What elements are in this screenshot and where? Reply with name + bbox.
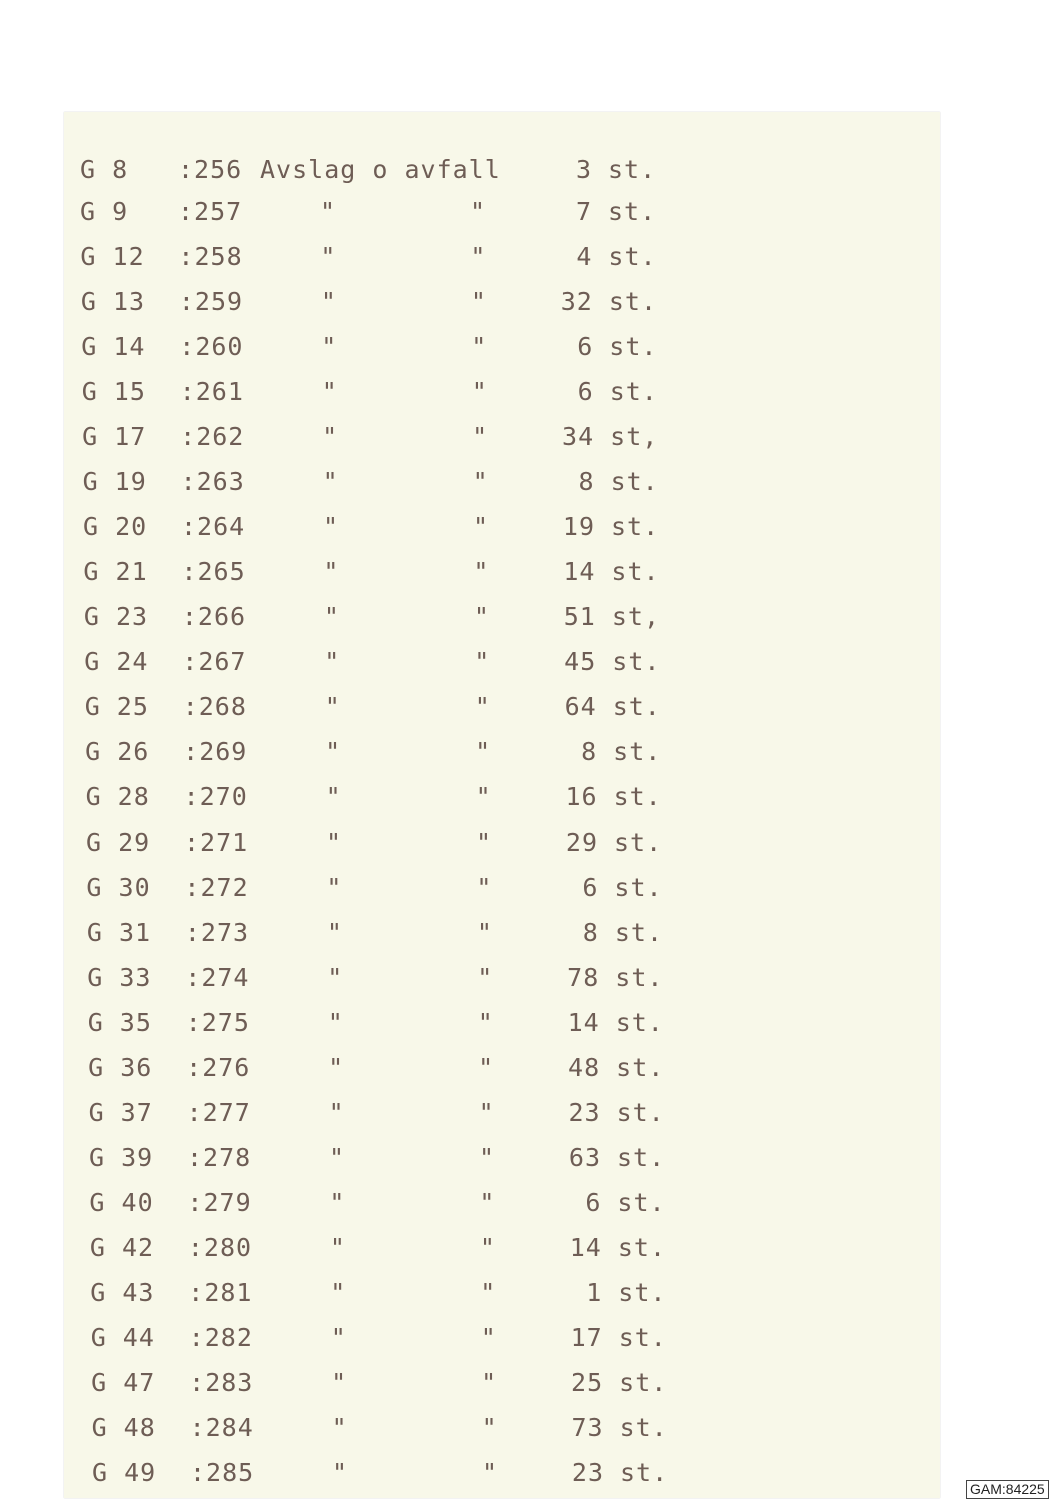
ditto-mark: " — [477, 1007, 494, 1037]
item-count: 17 — [570, 1322, 603, 1352]
item-count: 63 — [568, 1142, 601, 1172]
ditto-mark: " — [323, 602, 340, 632]
ditto-mark: " — [320, 287, 337, 317]
count-unit: st. — [612, 692, 661, 722]
count-unit: st. — [611, 512, 660, 542]
ditto-mark: " — [479, 1232, 496, 1262]
grave-number: G 42 — [89, 1232, 155, 1262]
item-count: 64 — [564, 692, 597, 722]
catalog-number: :263 — [180, 467, 245, 497]
item-count: 6 — [582, 872, 599, 902]
catalog-number: :269 — [183, 737, 248, 767]
ditto-mark: " — [330, 1322, 347, 1352]
count-unit: st. — [608, 242, 657, 272]
item-description: Avslag o avfall — [260, 155, 501, 184]
count-unit: st. — [616, 1097, 665, 1127]
catalog-number: :279 — [187, 1187, 252, 1217]
ditto-mark: " — [476, 917, 493, 947]
ditto-mark: " — [470, 287, 487, 317]
count-unit: st. — [609, 332, 658, 362]
ditto-mark: " — [331, 1367, 348, 1397]
count-unit: st. — [616, 1052, 665, 1082]
count-unit: st. — [618, 1322, 667, 1352]
item-count: 25 — [571, 1367, 604, 1397]
ditto-mark: " — [329, 1142, 346, 1172]
grave-number: G 31 — [86, 917, 152, 947]
catalog-number: :266 — [181, 602, 247, 632]
ditto-mark: " — [322, 422, 339, 452]
catalog-number: :285 — [190, 1458, 255, 1487]
item-count: 34 — [562, 422, 595, 452]
ditto-mark: " — [477, 962, 494, 992]
catalog-number: :268 — [182, 692, 247, 722]
ditto-mark: " — [472, 467, 489, 497]
grave-number: G 49 — [92, 1458, 157, 1487]
ditto-mark: " — [473, 602, 490, 632]
grave-number: G 25 — [84, 692, 149, 722]
ditto-mark: " — [470, 242, 487, 272]
item-count: 78 — [567, 962, 600, 992]
grave-number: G 39 — [89, 1142, 154, 1172]
ditto-mark: " — [321, 332, 338, 362]
count-unit: st. — [617, 1187, 666, 1217]
grave-number: G 21 — [83, 557, 148, 587]
grave-number: G 26 — [85, 737, 150, 767]
grave-number: G 9 — [80, 197, 129, 226]
count-unit: st. — [614, 827, 663, 857]
grave-number: G 8 — [80, 155, 129, 184]
item-count: 16 — [565, 782, 598, 812]
grave-number: G 24 — [84, 647, 149, 677]
ditto-mark: " — [470, 197, 487, 226]
catalog-number: :281 — [188, 1277, 253, 1307]
item-count: 8 — [581, 737, 598, 767]
item-count: 8 — [582, 917, 599, 947]
grave-number: G 47 — [91, 1367, 156, 1397]
ditto-mark: " — [475, 782, 492, 812]
ditto-mark: " — [475, 737, 492, 767]
ditto-mark: " — [326, 872, 343, 902]
item-count: 4 — [576, 242, 593, 272]
ditto-mark: " — [329, 1232, 346, 1262]
ditto-mark: " — [480, 1322, 497, 1352]
count-unit: st. — [612, 647, 661, 677]
ditto-mark: " — [479, 1142, 496, 1172]
item-count: 1 — [586, 1277, 603, 1307]
catalog-number: :264 — [181, 512, 246, 542]
catalog-number: :280 — [187, 1232, 253, 1262]
count-unit: st. — [615, 1007, 664, 1037]
grave-number: G 48 — [91, 1412, 156, 1442]
item-count: 23 — [571, 1458, 604, 1487]
ditto-mark: " — [324, 647, 341, 677]
ditto-mark: " — [331, 1412, 348, 1442]
item-count: 8 — [578, 467, 595, 497]
ditto-mark: " — [473, 512, 490, 542]
grave-number: G 13 — [80, 287, 146, 317]
ditto-mark: " — [332, 1458, 349, 1487]
ditto-mark: " — [325, 737, 342, 767]
archive-id-label: GAM:84225 — [966, 1480, 1049, 1499]
ditto-mark: " — [324, 692, 341, 722]
grave-number: G 12 — [80, 242, 145, 272]
catalog-number: :256 — [178, 155, 243, 184]
grave-number: G 23 — [83, 602, 149, 632]
count-unit: st. — [608, 155, 657, 184]
grave-number: G 28 — [85, 782, 150, 812]
count-unit: st, — [611, 602, 660, 632]
grave-number: G 29 — [86, 827, 151, 857]
ditto-mark: " — [326, 827, 343, 857]
item-count: 14 — [569, 1232, 602, 1262]
count-unit: st. — [613, 737, 662, 767]
item-count: 14 — [563, 557, 596, 587]
ditto-mark: " — [329, 1187, 346, 1217]
count-unit: st. — [614, 917, 663, 947]
catalog-number: :273 — [184, 917, 250, 947]
grave-number: G 15 — [81, 377, 146, 407]
ditto-mark: " — [471, 332, 488, 362]
grave-number: G 40 — [89, 1187, 154, 1217]
grave-number: G 30 — [86, 872, 151, 902]
catalog-number: :257 — [178, 197, 243, 226]
ditto-mark: " — [478, 1052, 495, 1082]
catalog-number: :265 — [181, 557, 246, 587]
count-unit: st. — [619, 1367, 668, 1397]
catalog-number: :277 — [186, 1097, 251, 1127]
ditto-mark: " — [323, 557, 340, 587]
grave-number: G 19 — [82, 467, 147, 497]
grave-number: G 36 — [88, 1052, 153, 1082]
ditto-mark: " — [472, 422, 489, 452]
count-unit: st. — [610, 467, 659, 497]
catalog-number: :259 — [178, 287, 244, 317]
item-count: 48 — [568, 1052, 601, 1082]
ditto-mark: " — [328, 1097, 345, 1127]
typewritten-index-card — [64, 112, 940, 1498]
catalog-number: :258 — [178, 242, 243, 272]
catalog-number: :270 — [183, 782, 248, 812]
count-unit: st. — [611, 557, 660, 587]
count-unit: st. — [617, 1232, 666, 1262]
item-count: 3 — [575, 155, 592, 184]
catalog-number: :271 — [184, 827, 249, 857]
item-count: 29 — [565, 827, 598, 857]
ditto-mark: " — [482, 1458, 499, 1487]
catalog-number: :282 — [188, 1322, 253, 1352]
item-count: 7 — [575, 197, 592, 226]
item-count: 14 — [567, 1007, 600, 1037]
ditto-mark: " — [476, 872, 493, 902]
ditto-mark: " — [322, 467, 339, 497]
item-count: 23 — [568, 1097, 601, 1127]
count-unit: st. — [619, 1412, 668, 1442]
catalog-number: :267 — [182, 647, 247, 677]
ditto-mark: " — [320, 242, 337, 272]
grave-number: G 35 — [87, 1007, 152, 1037]
ditto-mark: " — [330, 1277, 347, 1307]
count-unit: st. — [614, 872, 663, 902]
ditto-mark: " — [323, 512, 340, 542]
count-unit: st. — [608, 197, 657, 226]
catalog-number: :260 — [179, 332, 244, 362]
grave-number: G 43 — [90, 1277, 155, 1307]
count-unit: st. — [618, 1277, 667, 1307]
item-count: 45 — [564, 647, 597, 677]
catalog-number: :276 — [186, 1052, 251, 1082]
item-count: 6 — [577, 377, 594, 407]
ditto-mark: " — [474, 647, 491, 677]
count-unit: st. — [609, 377, 658, 407]
item-count: 51 — [563, 602, 596, 632]
count-unit: st. — [620, 1458, 669, 1487]
item-count: 32 — [560, 287, 593, 317]
grave-number: G 37 — [88, 1097, 153, 1127]
catalog-number: :278 — [187, 1142, 252, 1172]
catalog-number: :283 — [189, 1367, 254, 1397]
catalog-number: :274 — [185, 962, 250, 992]
ditto-mark: " — [321, 377, 338, 407]
count-unit: st. — [617, 1142, 666, 1172]
item-count: 19 — [562, 512, 595, 542]
catalog-number: :275 — [185, 1007, 250, 1037]
catalog-number: :284 — [189, 1412, 254, 1442]
ditto-mark: " — [479, 1187, 496, 1217]
ditto-mark: " — [328, 1052, 345, 1082]
ditto-mark: " — [327, 962, 344, 992]
ditto-mark: " — [481, 1412, 498, 1442]
ditto-mark: " — [473, 557, 490, 587]
ditto-mark: " — [325, 782, 342, 812]
grave-number: G 17 — [82, 422, 147, 452]
ditto-mark: " — [327, 1007, 344, 1037]
grave-number: G 44 — [90, 1322, 155, 1352]
grave-number: G 20 — [83, 512, 148, 542]
item-count: 73 — [571, 1412, 604, 1442]
ditto-mark: " — [478, 1097, 495, 1127]
item-count: 6 — [585, 1187, 602, 1217]
ditto-mark: " — [471, 377, 488, 407]
ditto-mark: " — [326, 917, 343, 947]
grave-number: G 33 — [87, 962, 152, 992]
ditto-mark: " — [481, 1367, 498, 1397]
count-unit: st. — [608, 287, 657, 317]
catalog-number: :261 — [179, 377, 244, 407]
item-count: 6 — [577, 332, 594, 362]
ditto-mark: " — [320, 197, 337, 226]
count-unit: st, — [610, 422, 659, 452]
ditto-mark: " — [480, 1277, 497, 1307]
count-unit: st. — [615, 962, 664, 992]
catalog-number: :262 — [180, 422, 245, 452]
grave-number: G 14 — [81, 332, 146, 362]
catalog-number: :272 — [184, 872, 249, 902]
ditto-mark: " — [476, 827, 493, 857]
count-unit: st. — [613, 782, 662, 812]
ditto-mark: " — [474, 692, 491, 722]
